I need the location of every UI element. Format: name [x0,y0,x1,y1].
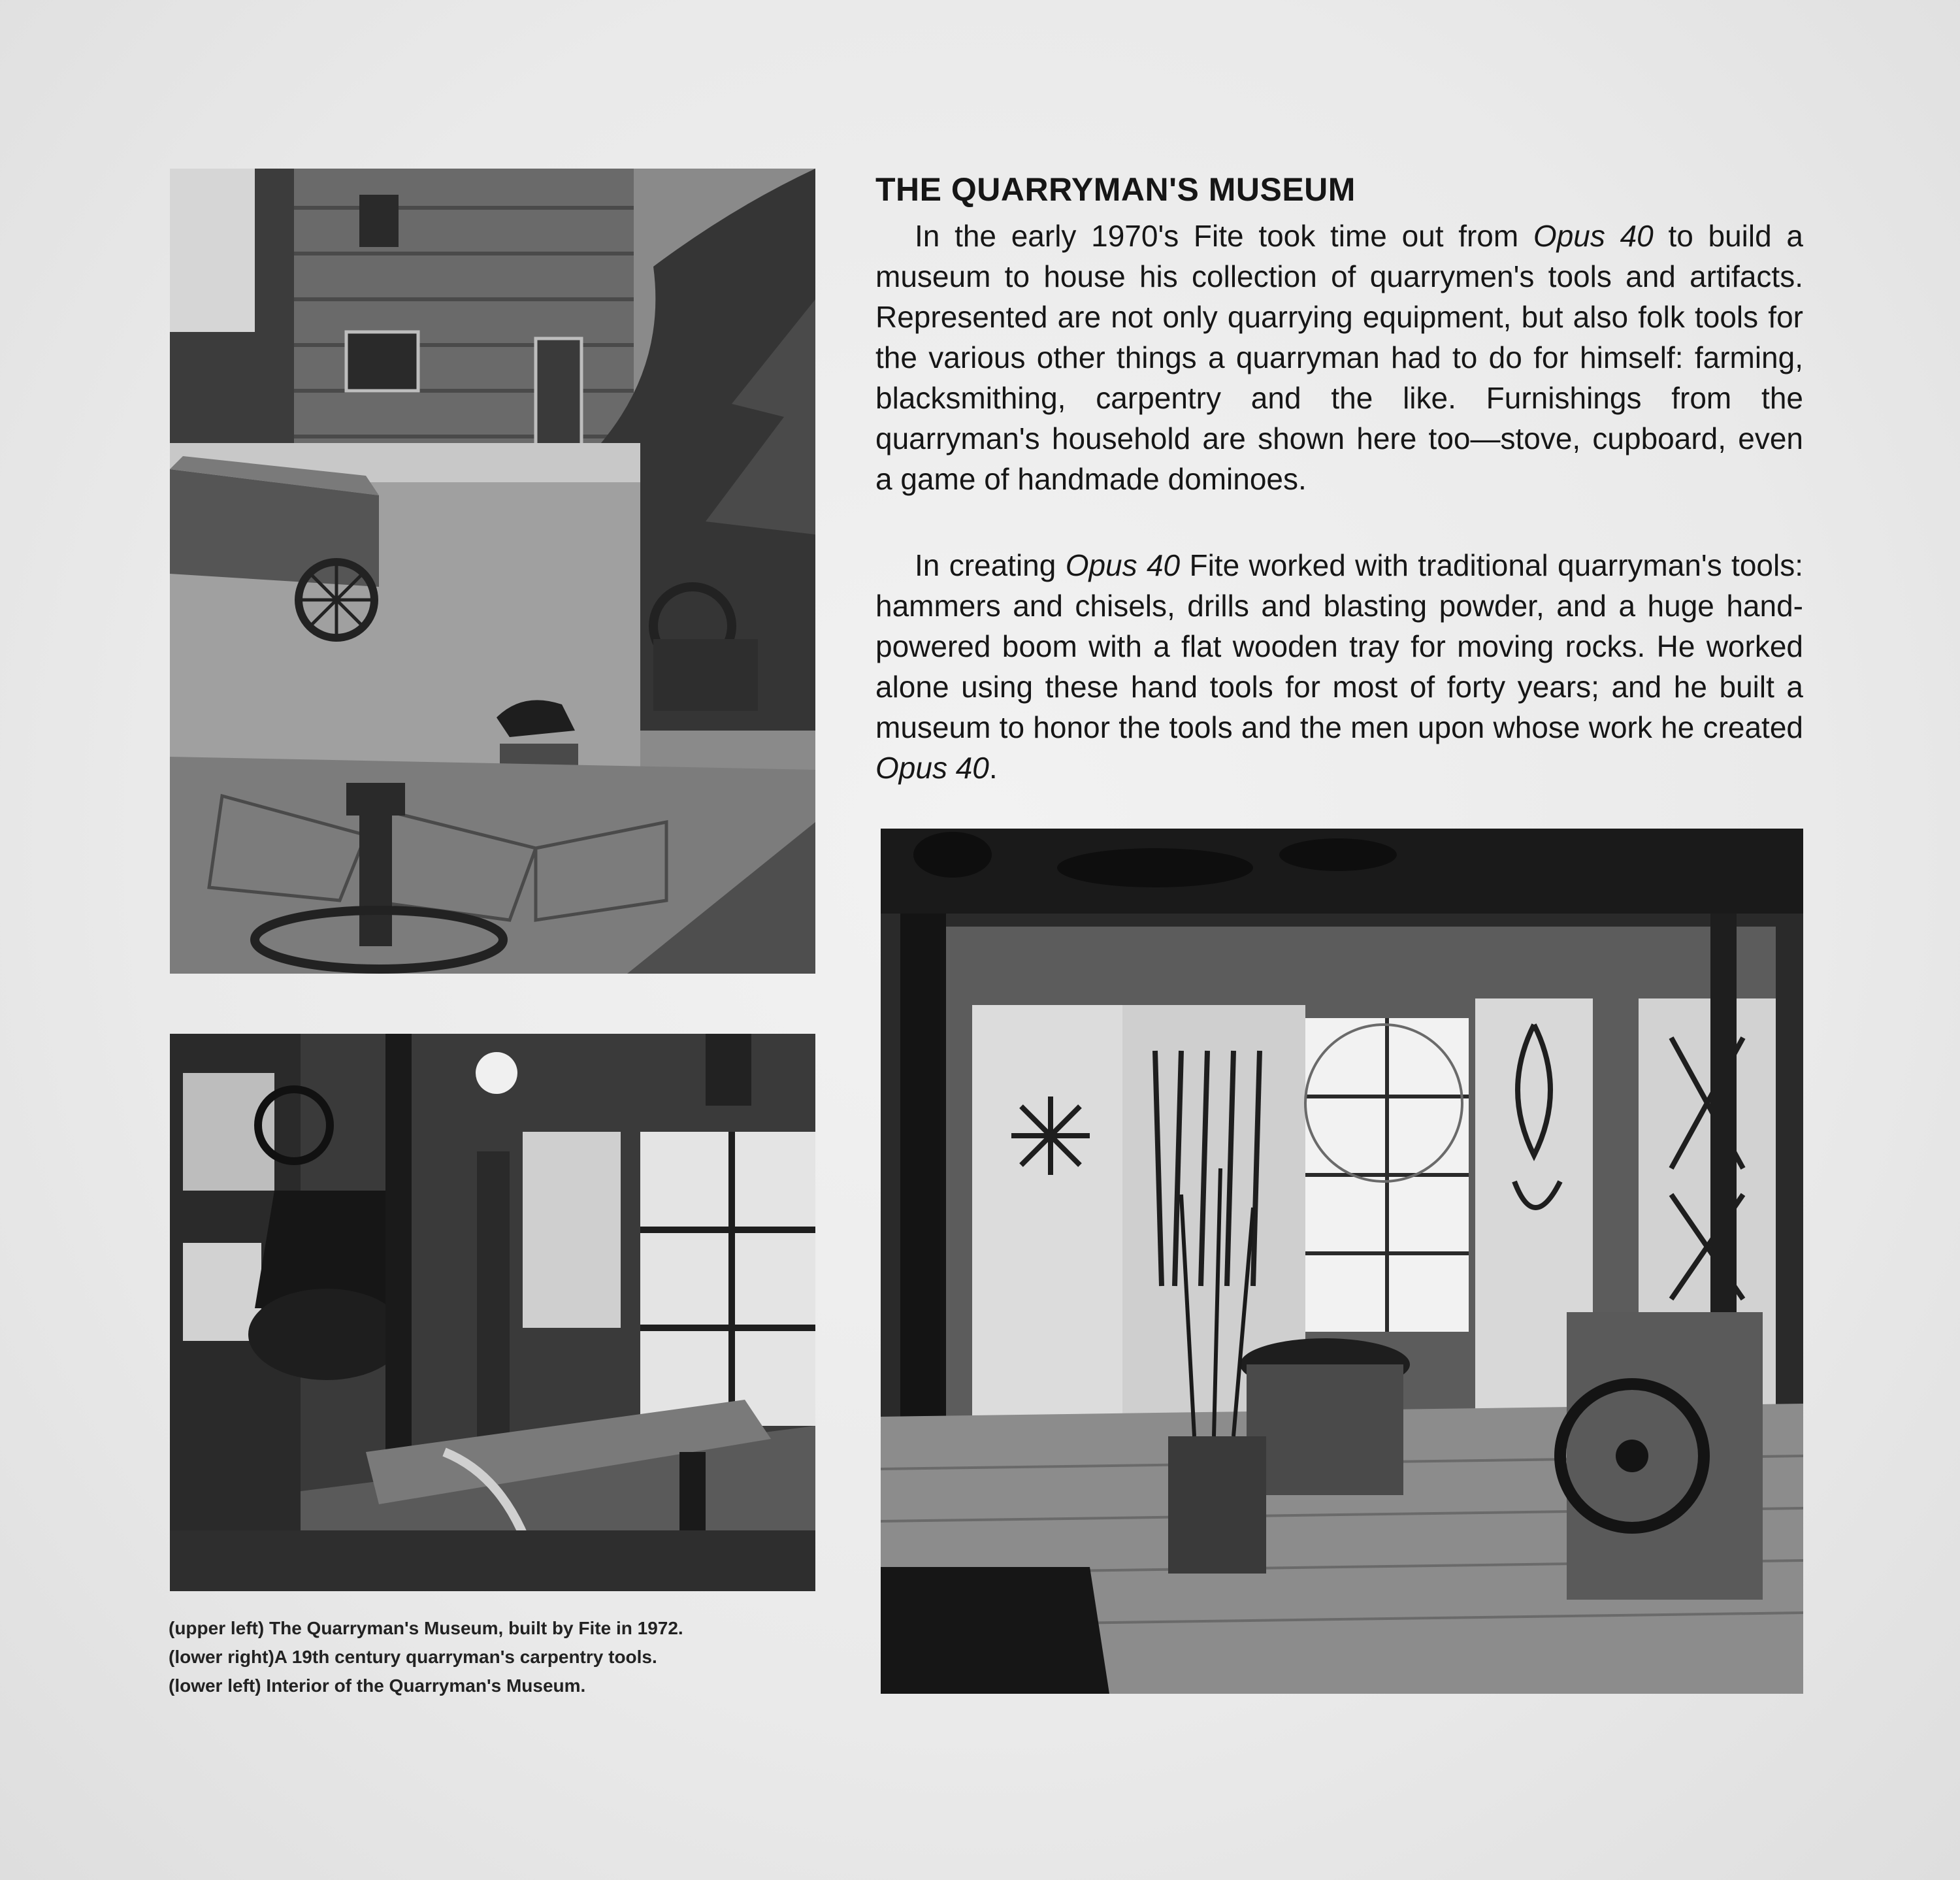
caption-lower-right: (lower right)A 19th century quarryman's carpentry tools. [169,1647,657,1667]
paragraph-tools-description [875,545,1803,788]
opus-40-title: Opus 40 [875,751,989,785]
caption-upper-left: (upper left) The Quarryman's Museum, built by Fite in 1972. [169,1618,683,1638]
paragraph-text: Fite worked with traditional quarryman's tools: hammers and chisels, drills and blasting powder, and a huge hand-powered boom with a flat wooden tray for moving rocks. He worked alone using these hand tools for most of forty years; and he built a museum to honor the tools and the men upon whose work he created [875,548,1803,744]
paragraph-museum-description [875,216,1803,499]
carpentry-tools-photo [881,829,1803,1694]
paragraph-text: In creating [915,548,1066,582]
caption-lower-left: (lower left) Interior of the Quarryman's Museum. [169,1675,586,1696]
paragraph-text: to build a museum to house his collection of quarrymen's tools and artifacts. Represented are not only quarrying equipment, but also folk tools for the various other things a quarryman had to do for himself: farming, blacksmithing, carpentry and the like. Furnishings from the quarryman's household are shown here too—stove, cupboard, even a game of handmade dominoes. [875,219,1803,496]
opus-40-title: Opus 40 [1065,548,1181,582]
paragraph-text: . [988,751,998,785]
museum-interior-photo [170,1034,815,1591]
paragraph-text: In the early 1970's Fite took time out from [915,219,1533,253]
article-heading: THE QUARRYMAN'S MUSEUM [875,171,1356,208]
opus-40-title: Opus 40 [1533,219,1654,253]
museum-exterior-photo [170,169,815,974]
photo-captions [169,1614,828,1700]
